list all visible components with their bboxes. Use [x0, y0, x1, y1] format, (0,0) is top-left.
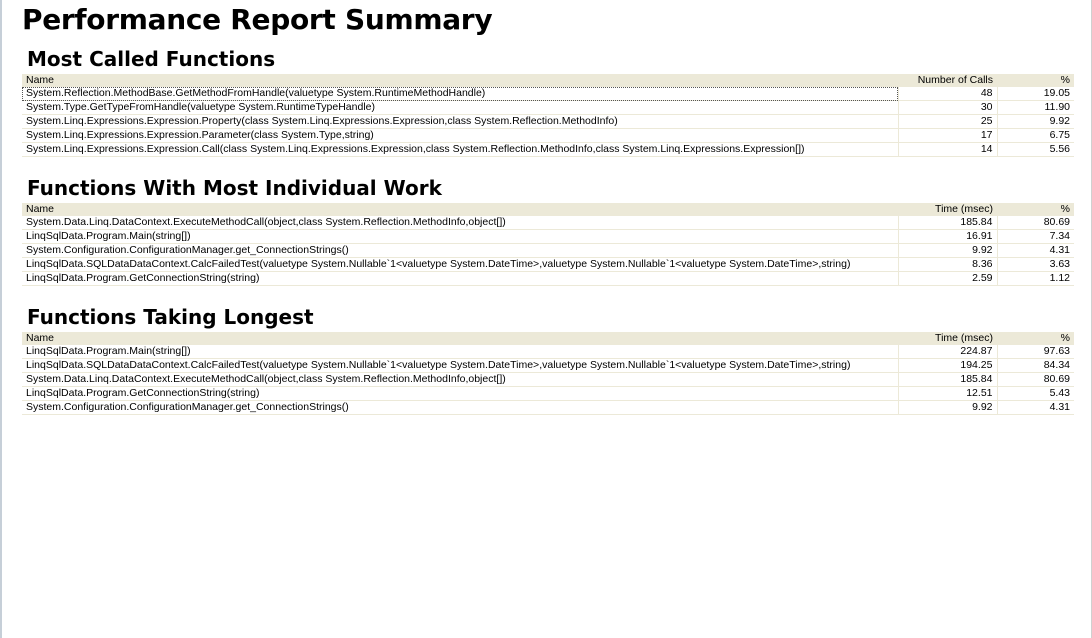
table-row[interactable]: [22, 244, 1074, 258]
most-called-functions-section: [22, 45, 1074, 157]
column-header-time[interactable]: Time (msec): [898, 332, 997, 345]
table-row[interactable]: [22, 115, 1074, 129]
function-name[interactable]: LinqSqlData.Program.Main(string[]): [22, 230, 898, 244]
function-name[interactable]: LinqSqlData.Program.Main(string[]): [22, 345, 898, 359]
time-value: 9.92: [898, 401, 997, 415]
section-heading: Most Called Functions: [27, 47, 276, 71]
table-row[interactable]: [22, 101, 1074, 115]
column-header-time[interactable]: Time (msec): [898, 203, 997, 216]
percent-value: 5.43: [997, 387, 1074, 401]
percent-value: 4.31: [997, 401, 1074, 415]
call-count: 30: [898, 101, 997, 115]
call-count: 14: [898, 143, 997, 157]
function-name[interactable]: System.Data.Linq.DataContext.ExecuteMethodCall(object,class System.Reflection.MethodInfo,object[]): [22, 373, 898, 387]
section-heading: Functions Taking Longest: [27, 305, 314, 329]
percent-value: 1.12: [997, 272, 1074, 286]
table-row[interactable]: [22, 143, 1074, 157]
time-value: 185.84: [898, 373, 997, 387]
function-name[interactable]: System.Linq.Expressions.Expression.Parameter(class System.Type,string): [22, 129, 898, 143]
call-count: 25: [898, 115, 997, 129]
most-called-functions-table: [22, 74, 1074, 157]
function-name[interactable]: System.Type.GetTypeFromHandle(valuetype System.RuntimeTypeHandle): [22, 101, 898, 115]
percent-value: 11.90: [997, 101, 1074, 115]
table-row[interactable]: [22, 387, 1074, 401]
column-header-name[interactable]: Name: [22, 203, 898, 216]
table-row[interactable]: [22, 373, 1074, 387]
percent-value: 7.34: [997, 230, 1074, 244]
function-name[interactable]: System.Reflection.MethodBase.GetMethodFromHandle(valuetype System.RuntimeMethodHandle): [22, 87, 898, 101]
column-header-percent[interactable]: %: [997, 332, 1074, 345]
percent-value: 5.56: [997, 143, 1074, 157]
window-left-border: [0, 0, 2, 638]
time-value: 16.91: [898, 230, 997, 244]
table-row[interactable]: [22, 401, 1074, 415]
function-name[interactable]: LinqSqlData.SQLDataDataContext.CalcFailedTest(valuetype System.Nullable`1<valuetype System.DateTime>,valuetype System.Nullable`1<valuetype System.DateTime>,string): [22, 359, 898, 373]
time-value: 2.59: [898, 272, 997, 286]
function-name[interactable]: System.Linq.Expressions.Expression.Call(class System.Linq.Expressions.Expression,class System.Reflection.MethodInfo,class System.Linq.Expressions.Expression[]): [22, 143, 898, 157]
percent-value: 3.63: [997, 258, 1074, 272]
function-name[interactable]: System.Linq.Expressions.Expression.Property(class System.Linq.Expressions.Expression,class System.Reflection.MethodInfo): [22, 115, 898, 129]
column-header-name[interactable]: Name: [22, 74, 898, 87]
table-row[interactable]: [22, 359, 1074, 373]
time-value: 185.84: [898, 216, 997, 230]
percent-value: 84.34: [997, 359, 1074, 373]
table-row[interactable]: [22, 258, 1074, 272]
table-header-row: [22, 203, 1074, 216]
column-header-percent[interactable]: %: [997, 203, 1074, 216]
table-row[interactable]: [22, 272, 1074, 286]
percent-value: 4.31: [997, 244, 1074, 258]
table-row[interactable]: [22, 230, 1074, 244]
percent-value: 80.69: [997, 216, 1074, 230]
column-header-number-of-calls[interactable]: Number of Calls: [898, 74, 997, 87]
function-name[interactable]: System.Configuration.ConfigurationManager.get_ConnectionStrings(): [22, 401, 898, 415]
time-value: 224.87: [898, 345, 997, 359]
time-value: 12.51: [898, 387, 997, 401]
percent-value: 6.75: [997, 129, 1074, 143]
percent-value: 9.92: [997, 115, 1074, 129]
table-row[interactable]: [22, 216, 1074, 230]
function-name[interactable]: LinqSqlData.Program.GetConnectionString(string): [22, 387, 898, 401]
taking-longest-table: [22, 332, 1074, 415]
call-count: 17: [898, 129, 997, 143]
taking-longest-section: [22, 303, 1074, 415]
table-header-row: [22, 74, 1074, 87]
section-heading: Functions With Most Individual Work: [27, 176, 442, 200]
table-row[interactable]: [22, 87, 1074, 101]
percent-value: 80.69: [997, 373, 1074, 387]
function-name[interactable]: LinqSqlData.SQLDataDataContext.CalcFailedTest(valuetype System.Nullable`1<valuetype System.DateTime>,valuetype System.Nullable`1<valuetype System.DateTime>,string): [22, 258, 898, 272]
table-row[interactable]: [22, 129, 1074, 143]
column-header-percent[interactable]: %: [997, 74, 1074, 87]
percent-value: 19.05: [997, 87, 1074, 101]
function-name[interactable]: LinqSqlData.Program.GetConnectionString(string): [22, 272, 898, 286]
time-value: 9.92: [898, 244, 997, 258]
table-row[interactable]: [22, 345, 1074, 359]
time-value: 194.25: [898, 359, 997, 373]
most-individual-work-section: [22, 174, 1074, 286]
page-title: Performance Report Summary: [22, 3, 493, 36]
function-name[interactable]: System.Data.Linq.DataContext.ExecuteMethodCall(object,class System.Reflection.MethodInfo,object[]): [22, 216, 898, 230]
table-header-row: [22, 332, 1074, 345]
call-count: 48: [898, 87, 997, 101]
column-header-name[interactable]: Name: [22, 332, 898, 345]
time-value: 8.36: [898, 258, 997, 272]
most-individual-work-table: [22, 203, 1074, 286]
function-name[interactable]: System.Configuration.ConfigurationManager.get_ConnectionStrings(): [22, 244, 898, 258]
percent-value: 97.63: [997, 345, 1074, 359]
